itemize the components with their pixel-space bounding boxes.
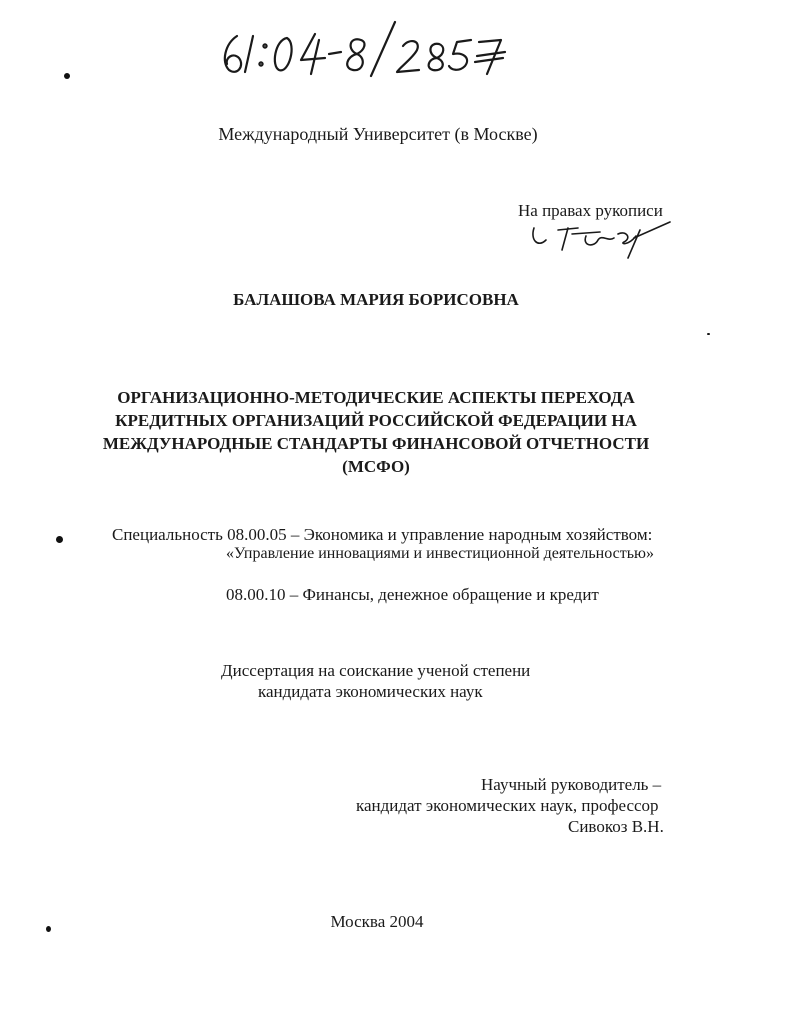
scan-dot — [56, 536, 63, 543]
handwritten-archive-number-svg — [215, 14, 515, 84]
signature — [528, 210, 678, 266]
specialty-subtitle: «Управление инновациями и инвестиционной деятельностью» — [226, 545, 654, 562]
title-line: МЕЖДУНАРОДНЫЕ СТАНДАРТЫ ФИНАНСОВОЙ ОТЧЕТНОСТИ — [102, 434, 650, 453]
dissertation-degree-line-1: Диссертация на соискание ученой степени — [221, 661, 531, 680]
scan-dot — [64, 73, 70, 79]
specialty-line-2: 08.00.10 – Финансы, денежное обращение и кредит — [226, 585, 599, 604]
university-name — [0, 124, 796, 145]
author-name — [0, 290, 796, 310]
city-year — [0, 912, 796, 932]
dissertation-degree-line-2: кандидата экономических наук — [258, 682, 483, 701]
signature-svg — [528, 210, 678, 266]
city-year-text: Москва 2004 — [330, 912, 424, 931]
scan-speck — [707, 333, 710, 335]
advisor-role: Научный руководитель – — [481, 775, 662, 794]
title-line: ОРГАНИЗАЦИОННО-МЕТОДИЧЕСКИЕ АСПЕКТЫ ПЕРЕХОДА — [117, 388, 635, 407]
advisor-degree: кандидат экономических наук, профессор — [356, 796, 659, 815]
university-text: Международный Университет (в Москве) — [218, 124, 538, 144]
author-text: БАЛАШОВА МАРИЯ БОРИСОВНА — [233, 290, 519, 309]
title-line: (МСФО) — [342, 457, 410, 476]
handwritten-archive-number — [215, 14, 515, 84]
manuscript-rights: На правах рукописи — [518, 201, 663, 220]
advisor-name: Сивокоз В.Н. — [568, 817, 664, 836]
specialty-line-1: Специальность 08.00.05 – Экономика и управление народным хозяйством: — [112, 525, 653, 544]
title-line: КРЕДИТНЫХ ОРГАНИЗАЦИЙ РОССИЙСКОЙ ФЕДЕРАЦИИ НА — [115, 411, 637, 430]
dissertation-title — [0, 386, 796, 478]
